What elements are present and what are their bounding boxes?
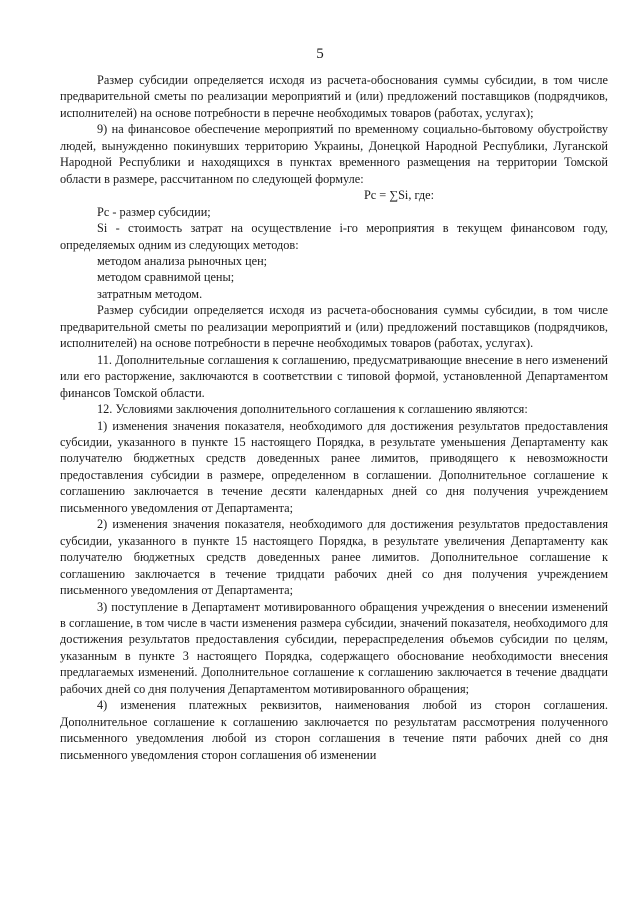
formula-definition-pc: Pc - размер субсидии; xyxy=(97,204,211,219)
document-body xyxy=(60,72,608,763)
paragraph-item-9: 9) на финансовое обеспечение мероприятий по временному социально-бытовому обустройству людей, вынужденно покинувших территорию Украины, Донецкой Народной Республики, Луганской Народной Республики и находящихся в пунктах временного размещения на территории Томской области в размере, рассчитанном по следующей формуле: xyxy=(60,122,608,186)
paragraph-condition-4: 4) изменения платежных реквизитов, наименования любой из сторон соглашения. Дополнительное соглашение к соглашению заключается по результатам рассмотрения полученного письменного уведомления любой из сторон соглашения в течение пяти рабочих дней со дня письменного уведомления сторон соглашения об изменении xyxy=(60,698,608,762)
paragraph-item-12: 12. Условиями заключения дополнительного соглашения к соглашению являются: xyxy=(97,402,528,417)
paragraph-condition-3: 3) поступление в Департамент мотивированного обращения учреждения о внесении изменений в соглашение, в том числе в части изменения размера субсидии, значений показателя, необходимого для достижения результатов предоставления субсидии, перераспределения объемов субсидии по целям, указанным в пункте 3 настоящего Порядка, содержащего обоснование необходимости внесения предлагаемых изменений. Дополнительное соглашение к соглашению заключается в течение двадцати рабочих дней со дня получения Департаментом мотивированного обращения; xyxy=(60,599,608,696)
page-number: 5 xyxy=(316,46,324,62)
paragraph-subsidy-size-1: Размер субсидии определяется исходя из расчета-обоснования суммы субсидии, в том числе предварительной сметы по реализации мероприятий и (или) предложений поставщиков (подрядчиков, исполнителей) на основе потребности в перечне необходимых товаров (работах, услугах); xyxy=(60,73,608,120)
method-comparable-price: методом сравнимой цены; xyxy=(97,270,235,285)
paragraph-item-11: 11. Дополнительные соглашения к соглашению, предусматривающие внесение в него изменений или его расторжение, заключаются в соответствии с типовой формой, установленной Департаментом финансов Томской области. xyxy=(60,352,608,400)
paragraph-condition-2: 2) изменения значения показателя, необходимого для достижения результатов предоставления субсидии, указанного в пункте 15 настоящего Порядка, в результате увеличения Департаменту как получателю бюджетных средств доведенных ранее лимитов. Дополнительное соглашение к соглашению заключается в течение тридцати рабочих дней со дня получения учреждением письменного уведомления от Департамента; xyxy=(60,517,608,598)
method-market-analysis: методом анализа рыночных цен; xyxy=(97,253,268,268)
formula: Pc = ∑Si, где: xyxy=(363,188,435,203)
method-cost: затратным методом. xyxy=(97,286,203,301)
formula-definition-si: Si - стоимость затрат на осуществление i-го мероприятия в текущем финансовом году, определяемых одним из следующих методов: xyxy=(60,221,608,252)
paragraph-subsidy-size-2: Размер субсидии определяется исходя из расчета-обоснования суммы субсидии, в том числе предварительной сметы по реализации мероприятий и (или) предложений поставщиков (подрядчиков, исполнителей) на основе потребности в перечне необходимых товаров (работах, услугах). xyxy=(60,303,608,351)
paragraph-condition-1: 1) изменения значения показателя, необходимого для достижения результатов предоставления субсидии, указанного в пункте 15 настоящего Порядка, в результате уменьшения Департаменту как получателю бюджетных средств доведенных ранее лимитов, приводящего к невозможности предоставления субсидии в размере, определенном в соглашении. Дополнительное соглашение к соглашению заключается в течение десяти календарных дней со дня получения учреждением письменного уведомления от Департамента; xyxy=(60,418,608,515)
